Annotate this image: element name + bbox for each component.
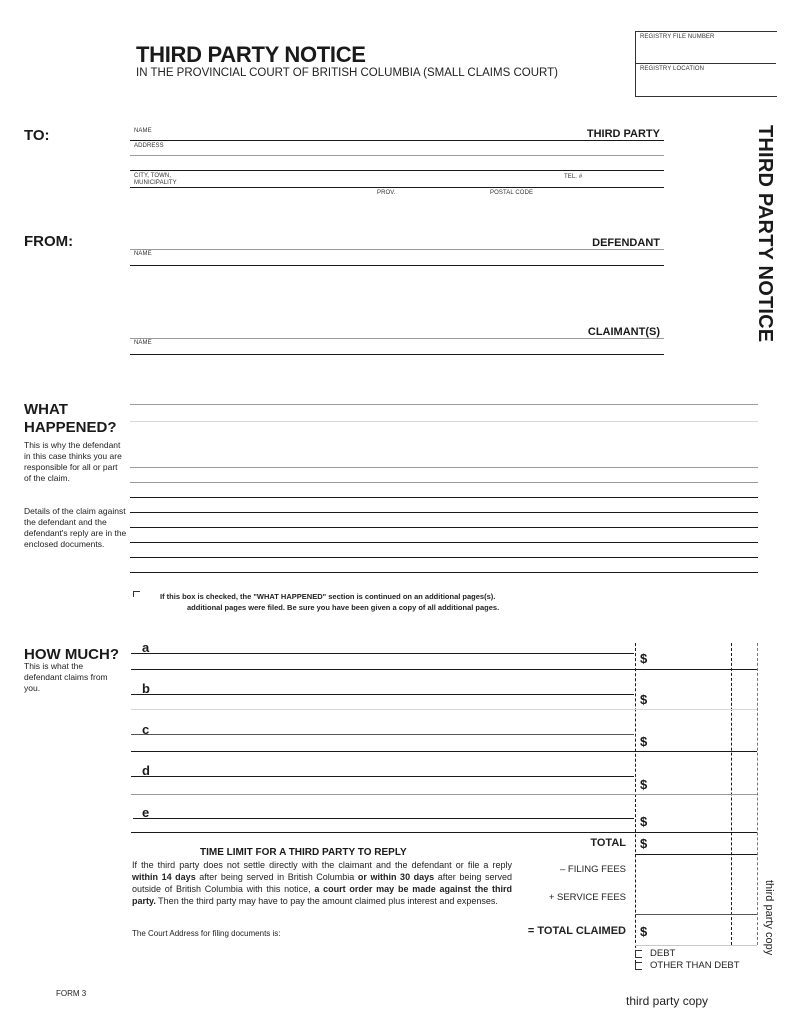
item-b-amount-field[interactable] (652, 693, 728, 707)
page-title: THIRD PARTY NOTICE (136, 42, 366, 67)
page-subtitle: IN THE PROVINCIAL COURT OF BRITISH COLUMBIA (SMALL CLAIMS COURT) (136, 67, 558, 79)
total-claimed-field[interactable] (652, 925, 728, 939)
continued-notice (160, 591, 499, 613)
debt-checkbox[interactable] (635, 950, 642, 958)
item-a-description-field[interactable] (155, 640, 630, 652)
city-label-line1: CITY, TOWN, (134, 173, 172, 179)
time-limit-14-days: within 14 days (132, 872, 196, 882)
item-e-currency: $ (640, 814, 648, 829)
side-title: THIRD PARTY NOTICE (754, 125, 776, 343)
item-d-currency: $ (640, 777, 648, 792)
item-c-description-field[interactable] (155, 721, 630, 733)
prov-label: PROV. (377, 190, 396, 196)
tel-label: TEL. # (564, 174, 583, 180)
defendant-name-label: NAME (134, 251, 152, 257)
total-amount-field[interactable] (652, 837, 728, 851)
court-address-label: The Court Address for filing documents is: (132, 929, 281, 938)
item-c-amount-field[interactable] (652, 735, 728, 749)
form-number: FORM 3 (56, 989, 87, 998)
item-d-description-field[interactable] (155, 763, 630, 775)
other-than-debt-checkbox[interactable] (635, 962, 642, 970)
item-e-amount-field[interactable] (652, 815, 728, 829)
item-a-amount-field[interactable] (652, 652, 728, 666)
debt-label: DEBT (650, 948, 676, 959)
continued-notice-line1: If this box is checked, the "WHAT HAPPENED" section is continued on an additional pages(s). (160, 592, 496, 601)
item-a-currency: $ (640, 651, 648, 666)
claimant-name-field[interactable] (134, 340, 660, 353)
right-column-divider (757, 643, 758, 945)
time-limit-text-part2: after being served in British Columbia (195, 872, 358, 882)
what-happened-description: This is why the defendant in this case thinks you are responsible for all or part of the claim. (24, 440, 122, 483)
what-happened-heading (24, 401, 117, 437)
postal-code-label: POSTAL CODE (490, 190, 534, 196)
item-e-description-field[interactable] (155, 805, 630, 817)
from-heading: FROM: (24, 233, 74, 250)
city-label-line2: MUNICIPALITY (134, 180, 177, 186)
claimant-role: CLAIMANT(S) (587, 326, 660, 338)
defendant-name-field[interactable] (134, 252, 660, 265)
total-claimed-label: = TOTAL CLAIMED (527, 925, 626, 937)
item-d-letter: d (142, 763, 150, 778)
third-party-name-field[interactable] (170, 126, 570, 139)
item-d-amount-field[interactable] (652, 777, 728, 791)
court-address-field[interactable] (132, 940, 506, 984)
time-limit-text-part1: If the third party does not settle directly with the claimant and the defendant or file a reply (132, 860, 512, 870)
filing-fees-label: – FILING FEES (560, 864, 626, 875)
what-happened-field[interactable] (132, 406, 760, 574)
service-fees-field[interactable] (640, 891, 728, 905)
continued-checkbox[interactable] (133, 591, 140, 597)
total-currency: $ (640, 836, 648, 851)
what-happened-heading-line2: HAPPENED? (24, 419, 117, 436)
what-happened-details: Details of the claim against the defendant and the defendant's reply are in the enclosed documents. (24, 506, 127, 549)
item-b-description-field[interactable] (155, 681, 630, 693)
third-party-city-field[interactable] (190, 172, 550, 186)
item-c-letter: c (142, 722, 150, 737)
address-label: ADDRESS (134, 143, 164, 149)
city-label (134, 173, 177, 187)
registry-location-field[interactable] (640, 76, 770, 92)
time-limit-heading: TIME LIMIT FOR A THIRD PARTY TO REPLY (200, 847, 407, 858)
side-copy-label: third party copy (763, 880, 775, 956)
time-limit-text-part4: Then the third party may have to pay the amount claimed plus interest and expenses. (155, 896, 498, 906)
copy-label: third party copy (626, 994, 709, 1008)
time-limit-court-order: a court order may be made against the third party. (132, 884, 512, 906)
what-happened-heading-line1: WHAT (24, 401, 68, 418)
how-much-heading: HOW MUCH? (24, 646, 119, 663)
registry-location-label: REGISTRY LOCATION (640, 66, 705, 72)
claimant-name-label: NAME (134, 340, 152, 346)
service-fees-label: + SERVICE FEES (548, 892, 626, 903)
to-heading: TO: (24, 127, 50, 144)
item-b-currency: $ (640, 692, 648, 707)
third-party-role: THIRD PARTY (586, 128, 660, 140)
defendant-role: DEFENDANT (592, 237, 660, 249)
registry-file-number-label: REGISTRY FILE NUMBER (640, 34, 715, 40)
other-than-debt-label: OTHER THAN DEBT (650, 960, 740, 971)
registry-file-number-field[interactable] (640, 44, 770, 60)
total-label: TOTAL (590, 837, 626, 849)
total-claimed-currency: $ (640, 924, 648, 939)
how-much-description: This is what the defendant claims from you. (24, 661, 108, 693)
time-limit-text-part3: after being served outside of British Columbia with this notice, (132, 872, 512, 894)
third-party-address-line2-field[interactable] (134, 156, 660, 169)
continued-notice-line2: additional pages were filed. Be sure you have been given a copy of all additional pages. (187, 603, 500, 612)
name-label: NAME (134, 128, 152, 134)
item-c-currency: $ (640, 734, 648, 749)
item-a-letter: a (142, 640, 150, 655)
third-party-address-field[interactable] (175, 141, 660, 154)
item-b-letter: b (142, 681, 150, 696)
time-limit-text (132, 859, 512, 907)
amount-column-divider (635, 643, 636, 963)
time-limit-30-days: or within 30 days (357, 872, 435, 882)
filing-fees-field[interactable] (640, 863, 728, 877)
third-party-tel-field[interactable] (590, 172, 662, 186)
item-e-letter: e (142, 805, 150, 820)
